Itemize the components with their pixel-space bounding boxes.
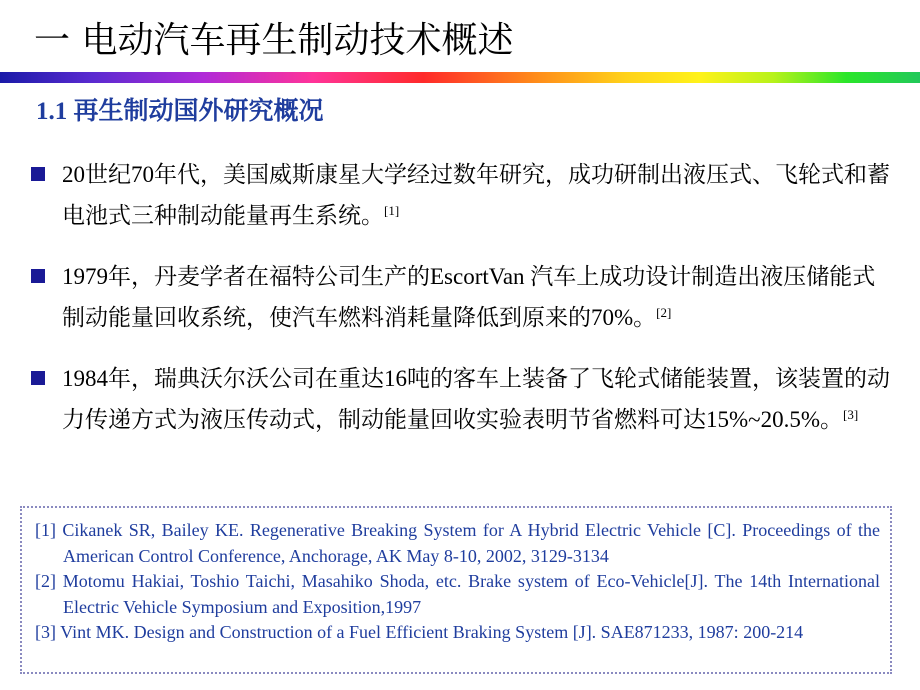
reference-item: [2] Motomu Hakiai, Toshio Taichi, Masahiko Shoda, etc. Brake system of Eco-Vehicle[J]. The 14th International Electric Vehicle Symposium and Exposition,1997 [35, 571, 880, 617]
rainbow-divider [0, 72, 920, 83]
citation-marker: [1] [384, 203, 400, 218]
section-heading: 1.1 再生制动国外研究概况 [36, 98, 324, 125]
bullet-text: 1984年，瑞典沃尔沃公司在重达16吨的客车上装备了飞轮式储能装置，该装置的动力传递方式为液压传动式，制动能量回收实验表明节省燃料可达15%~20.5%。 [62, 366, 890, 432]
bullet-item [28, 154, 898, 236]
reference-item: [3] Vint MK. Design and Construction of a Fuel Efficient Braking System [J]. SAE871233, 1987: 200-214 [35, 622, 804, 642]
square-bullet-icon [31, 167, 45, 181]
bullet-text: 20世纪70年代，美国威斯康星大学经过数年研究，成功研制出液压式、飞轮式和蓄电池式三种制动能量再生系统。 [62, 162, 890, 228]
references-box [20, 506, 892, 674]
slide-title: 一 电动汽车再生制动技术概述 [34, 20, 514, 61]
bullet-list [28, 154, 898, 440]
citation-marker: [3] [843, 407, 859, 422]
bullet-item [28, 256, 898, 338]
reference-item: [1] Cikanek SR, Bailey KE. Regenerative Breaking System for A Hybrid Electric Vehicle [C]. Proceedings of the American Control Conference, Anchorage, AK May 8-10, 2002, 3129-3134 [35, 520, 880, 566]
square-bullet-icon [31, 269, 45, 283]
bullet-text: 1979年，丹麦学者在福特公司生产的EscortVan 汽车上成功设计制造出液压储能式制动能量回收系统，使汽车燃料消耗量降低到原来的70%。 [62, 264, 876, 330]
bullet-item [28, 358, 898, 440]
citation-marker: [2] [656, 305, 672, 320]
square-bullet-icon [31, 371, 45, 385]
